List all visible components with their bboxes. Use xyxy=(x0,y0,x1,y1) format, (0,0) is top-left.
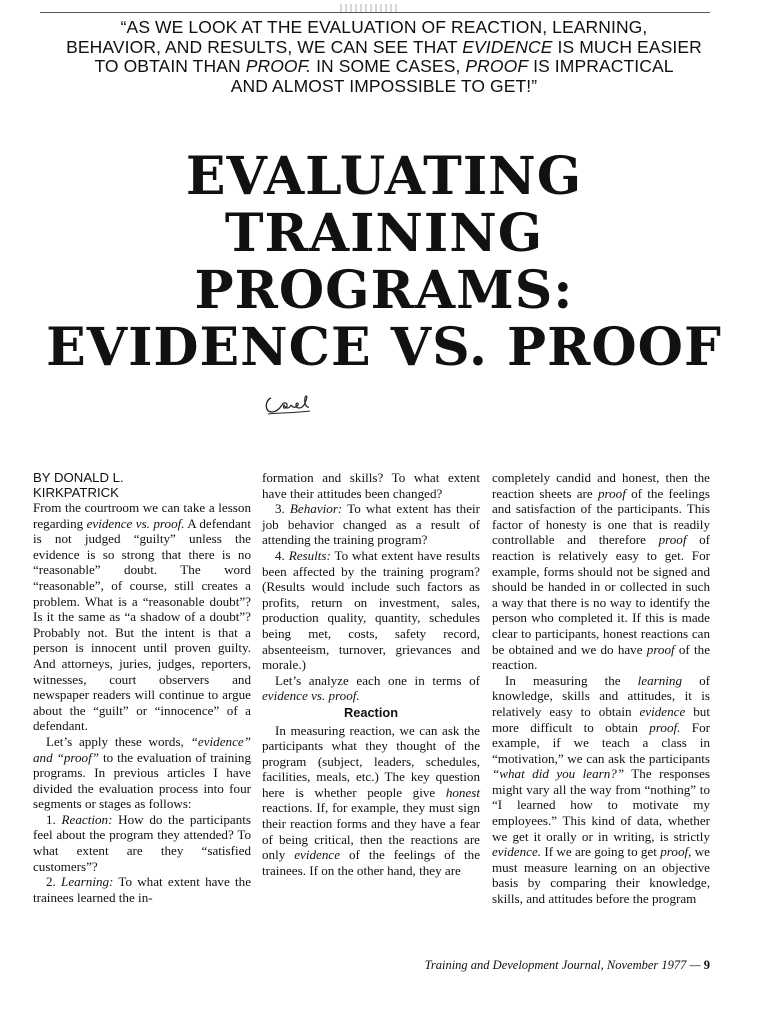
handwritten-signature-icon xyxy=(262,388,314,418)
paragraph: formation and skills? To what extent have their attitudes been changed? xyxy=(262,470,480,501)
emphasis: honest xyxy=(445,784,480,800)
pull-quote-text: TO OBTAIN THAN xyxy=(94,56,246,76)
pull-quote-line-2 xyxy=(30,38,738,58)
body-text: 3. xyxy=(275,501,290,517)
body-text: For example, if we teach a class in “motivation,” we can ask the participants xyxy=(492,719,711,766)
body-text: Let’s apply these words, xyxy=(46,733,191,749)
paragraph xyxy=(33,734,251,812)
byline-line-1: BY DONALD L. xyxy=(33,470,124,485)
byline xyxy=(33,470,251,500)
body-text: of the feelings and satisfaction of the participants. This factor of honesty is one that is readily controllable and therefore xyxy=(492,485,710,548)
column-2 xyxy=(262,470,480,960)
body-text: If we are going to get xyxy=(541,844,661,860)
column-1 xyxy=(33,470,251,960)
paragraph xyxy=(33,874,251,905)
emphasis: evidence vs. proof. xyxy=(86,515,185,531)
body-text: of knowledge, skills and attitudes, it is relatively easy to obtain xyxy=(492,672,710,719)
emphasis: Behavior: xyxy=(289,501,343,517)
pull-quote-text: IS MUCH EASIER xyxy=(552,36,702,57)
emphasis: proof, xyxy=(660,844,692,860)
emphasis: Results: xyxy=(288,547,331,563)
body-text: 4. xyxy=(275,547,289,563)
body-text: but more difficult to obtain xyxy=(492,703,710,735)
emphasis: evidence xyxy=(639,703,686,719)
article-title-line-2: TRAINING xyxy=(224,203,544,264)
emphasis: “what did you learn?” xyxy=(492,766,625,782)
body-text: In measuring the xyxy=(505,672,638,688)
column-3 xyxy=(492,470,710,960)
paragraph xyxy=(262,501,480,548)
paragraph xyxy=(492,673,710,907)
body-text: we must measure learning on an objective basis by comparing their knowledge, skills, and attitudes before the program xyxy=(492,844,710,907)
emphasis: evidence. xyxy=(492,844,542,860)
pull-quote-emphasis: PROOF xyxy=(465,56,529,76)
body-text: To what extent have the trainees learned the in- xyxy=(33,874,251,905)
page-number: 9 xyxy=(703,958,710,972)
pull-quote-emphasis: EVIDENCE xyxy=(462,36,553,57)
paragraph xyxy=(262,673,480,704)
pull-quote xyxy=(30,18,738,96)
body-text: How do the participants feel about the program they attended? To what extent are they “satisfied customers”? xyxy=(33,811,251,874)
body-text: to the evaluation of training programs. In previous articles I have divided the evaluation process into four segments or stages as follows: xyxy=(33,749,252,812)
top-rule xyxy=(40,12,710,13)
pull-quote-text: IN SOME CASES, xyxy=(311,56,466,76)
emphasis: proof xyxy=(646,641,675,657)
body-text: From the courtroom we can take a lesson regarding xyxy=(33,500,251,531)
paragraph xyxy=(262,723,480,879)
scan-artifact xyxy=(340,4,400,12)
body-text: 1. xyxy=(46,811,62,827)
article-title xyxy=(20,148,748,376)
section-subhead: Reaction xyxy=(343,704,399,720)
body-text: In measuring reaction, we can ask the participants what they thought of the program (subject, leaders, schedules, facilities, meals, etc.) The key question here is whether people give xyxy=(262,722,480,800)
byline-line-2: KIRKPATRICK xyxy=(33,485,119,500)
emphasis: Learning: xyxy=(61,874,114,890)
article-title-line-3: PROGRAMS: xyxy=(194,260,574,321)
body-text: A defendant is not judged “guilty” unless the evidence is so strong that there is no “reasonable” doubt. The word “reasonable”, of course, still creates a problem. What is a “reasonable doubt”? Is it the same as “a shadow of a doubt”? Probably not. But the intent is that a person is innocent until proven guilty. And attorneys, juries, judges, reporters, witnesses, court observers and newspaper readers will continue to argue about the “guilt” or “innocence” of a defendant. xyxy=(33,515,251,734)
paragraph xyxy=(33,500,251,734)
paragraph xyxy=(492,470,710,673)
journal-citation: Training and Development Journal, November 1977 — xyxy=(424,958,704,972)
paragraph xyxy=(33,812,251,874)
body-text: To what extent have results been affected by the training program? (Results would include such factors as profits, return on investment, sales, production quality, quantity, schedules being met, costs, safety record, absenteeism, turnover, grievances and morale.) xyxy=(262,547,481,673)
body-text: To what extent has their job behavior changed as a result of attending the training program? xyxy=(262,501,481,548)
article-title-line-4: EVIDENCE VS. PROOF xyxy=(46,317,722,378)
pull-quote-line-3 xyxy=(30,57,738,77)
emphasis: proof xyxy=(597,485,626,501)
body-text: Let’s analyze each one in terms of xyxy=(275,672,480,688)
emphasis: Reaction: xyxy=(61,811,113,827)
body-text: 2. xyxy=(46,874,62,890)
pull-quote-line-4: AND ALMOST IMPOSSIBLE TO GET!” xyxy=(230,75,538,96)
body-text: of reaction is relatively easy to get. For example, forms should not be signed and should be handed in or collected in such a way that there is no way to identify the person who completed it. If this is made clear to participants, honest reactions can be obtained and we do have xyxy=(492,532,710,657)
body-text: The responses might vary all the way from “nothing” to “I learned how to motivate my employees.” This kind of data, whether we get it orally or in writing, is strictly xyxy=(492,766,710,844)
article-title-line-1: EVALUATING xyxy=(185,146,583,207)
page-footer xyxy=(398,958,710,973)
emphasis: learning xyxy=(637,672,683,688)
pull-quote-text: BEHAVIOR, AND RESULTS, WE CAN SEE THAT xyxy=(66,36,463,57)
emphasis: “evidence” and “proof” xyxy=(33,733,251,765)
paragraph xyxy=(262,548,480,673)
emphasis: evidence vs. proof. xyxy=(262,688,360,704)
article-body xyxy=(33,470,711,960)
pull-quote-text: IS IMPRACTICAL xyxy=(528,56,674,76)
pull-quote-emphasis: PROOF. xyxy=(245,56,312,76)
emphasis: proof. xyxy=(649,719,681,735)
emphasis: evidence xyxy=(294,847,341,863)
pull-quote-line-1: “AS WE LOOK AT THE EVALUATION OF REACTION, LEARNING, xyxy=(120,17,648,37)
body-text: of the feelings of the trainees. If on the other hand, they are xyxy=(262,847,481,878)
body-text: of the reaction. xyxy=(492,641,711,673)
emphasis: proof xyxy=(658,532,687,548)
body-text: completely candid and honest, then the reaction sheets are xyxy=(492,470,710,501)
body-text: reactions. If, for example, they must sign their reaction forms and they have a fear of being critical, then the reactions are only xyxy=(262,800,480,863)
